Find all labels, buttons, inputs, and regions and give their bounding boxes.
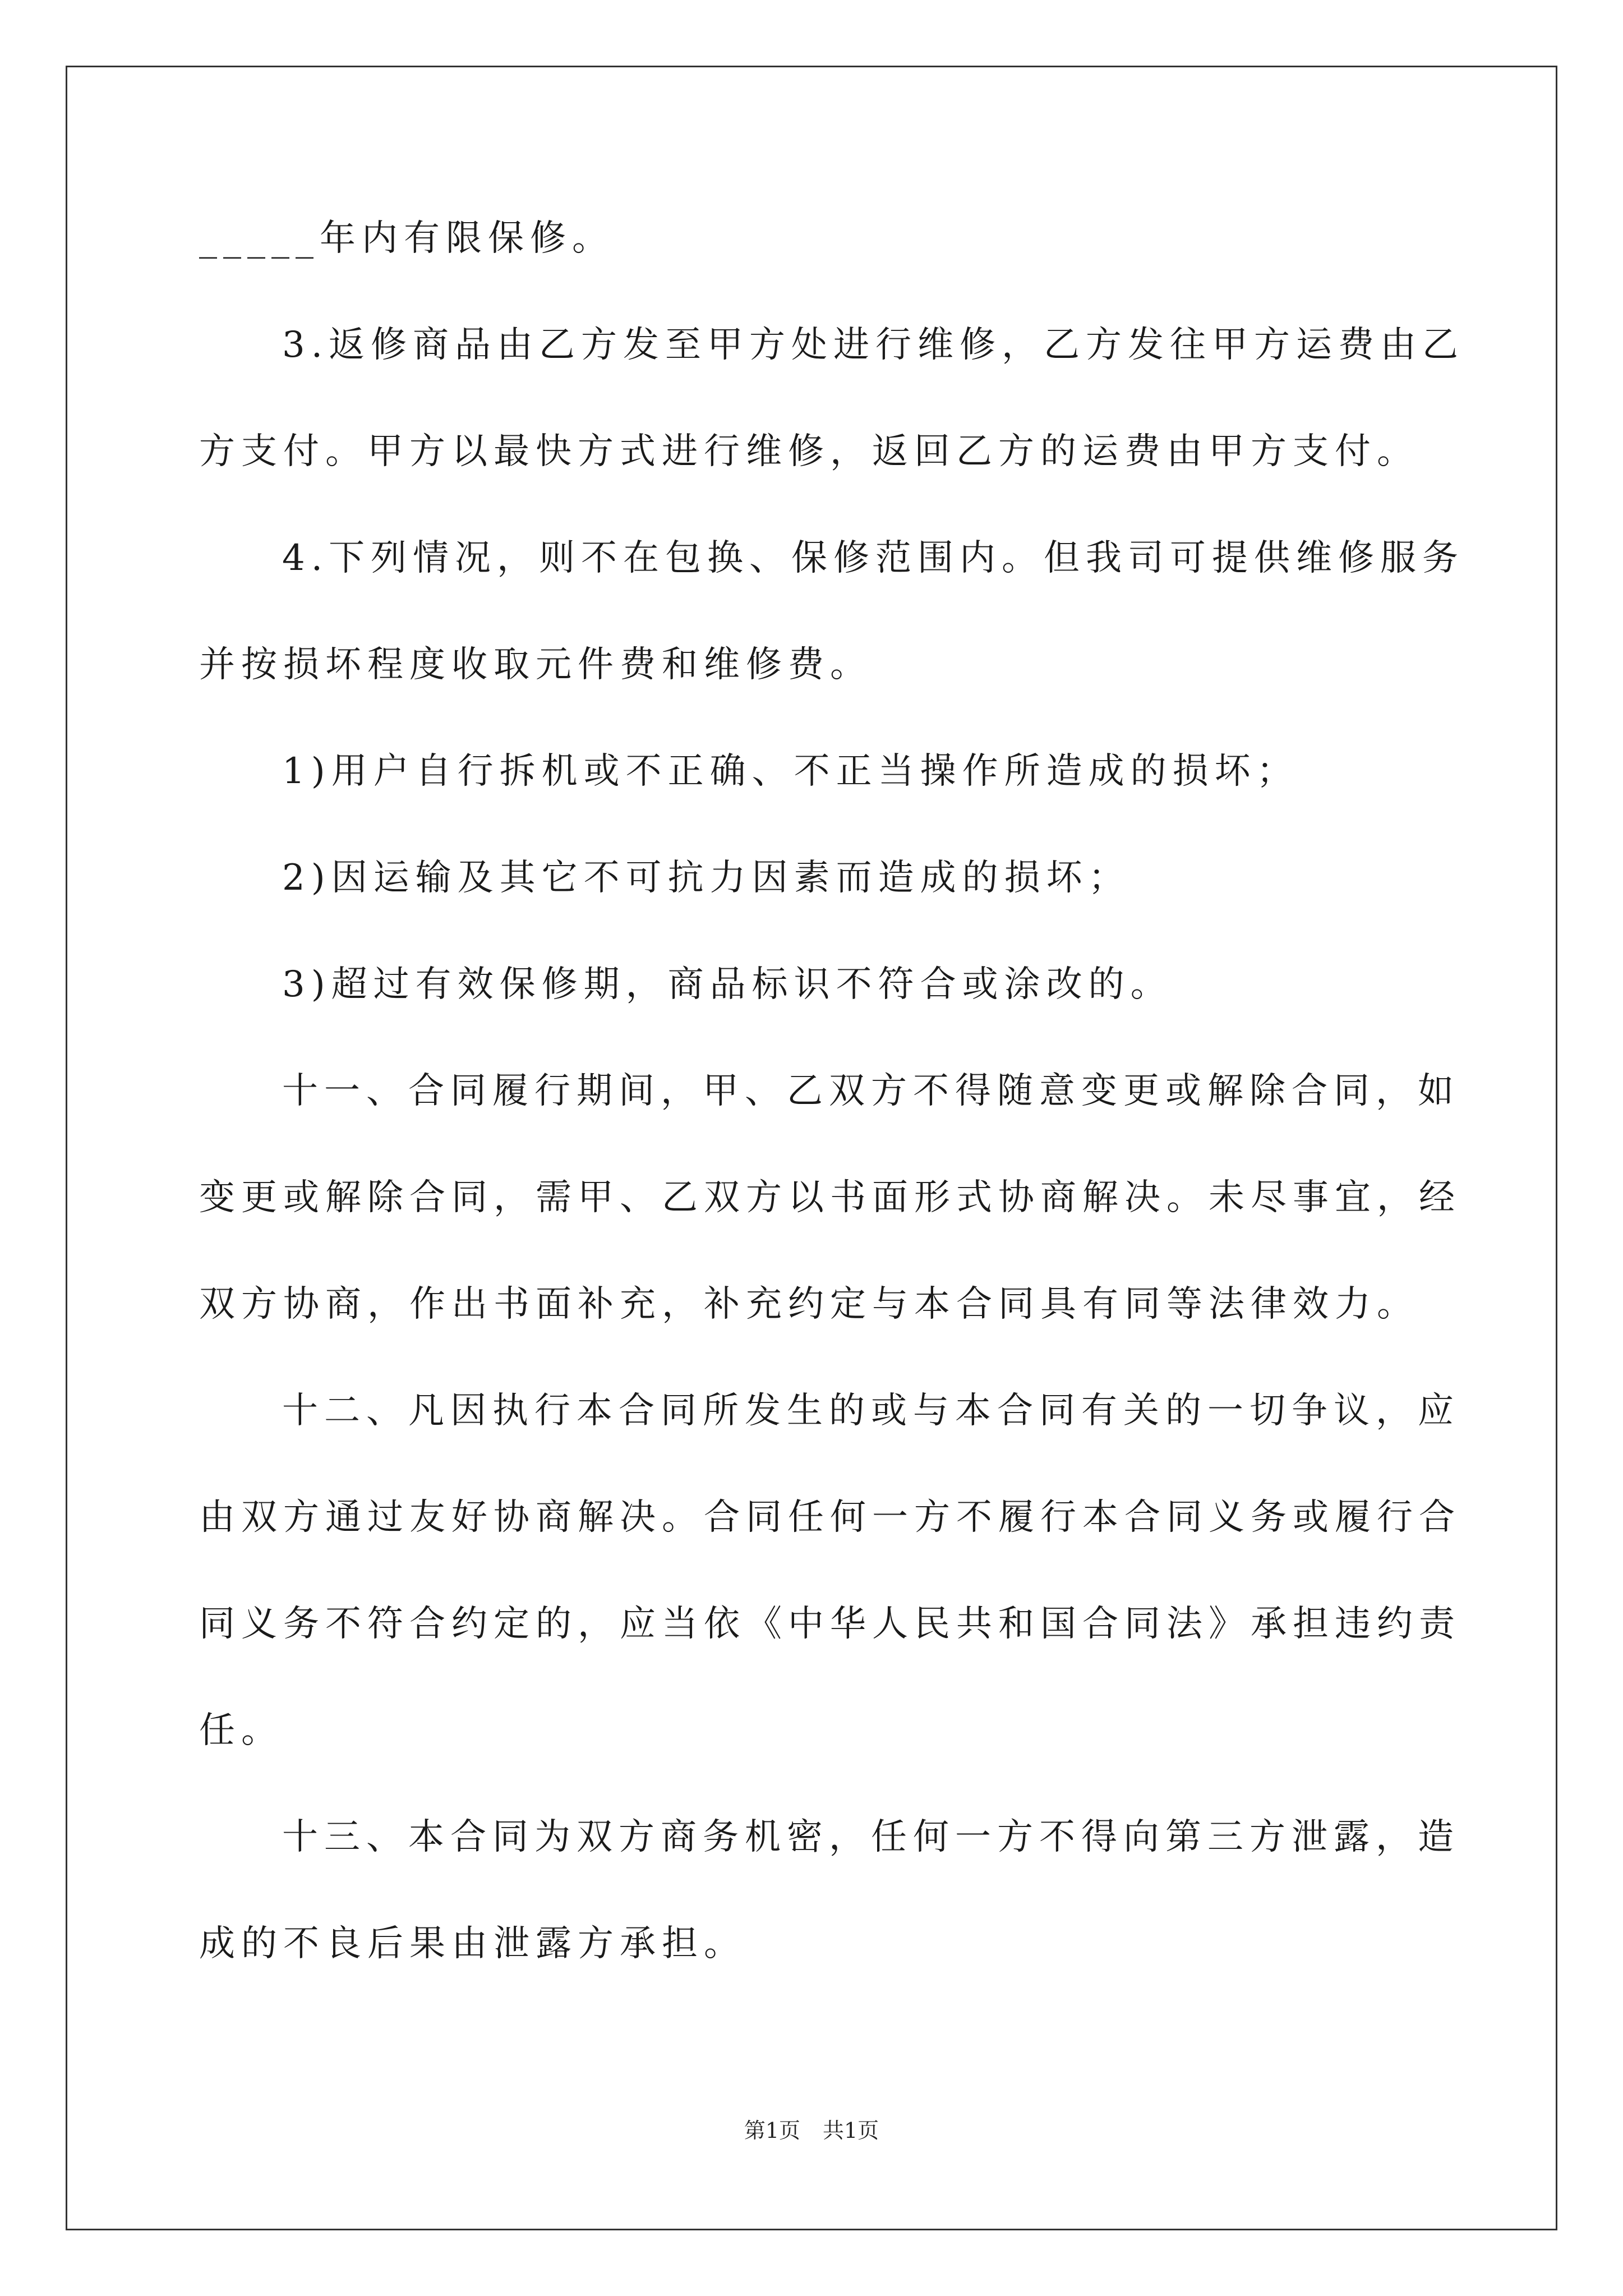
paragraph-line: 十一、合同履行期间，甲、乙双方不得随意变更或解除合同，如 <box>282 1070 1460 1112</box>
text-line: 双方协商，作出书面补充，补充约定与本合同具有同等法律效力。 <box>199 1283 1419 1325</box>
paragraph-line: 1)用户自行拆机或不正确、不正当操作所造成的损坏； <box>282 751 1299 792</box>
text-line: _____年内有限保修。 <box>199 218 614 259</box>
paragraph-line: 3.返修商品由乙方发至甲方处进行维修，乙方发往甲方运费由乙 <box>282 324 1465 366</box>
paragraph-line: 2)因运输及其它不可抗力因素而造成的损坏； <box>282 857 1131 899</box>
page-number: 第1页 <box>744 2118 800 2143</box>
text-line: 由双方通过友好协商解决。合同任何一方不履行本合同义务或履行合 <box>199 1497 1461 1538</box>
page-total: 共1页 <box>823 2118 879 2143</box>
paragraph-line: 3)超过有效保修期，商品标识不符合或涂改的。 <box>282 964 1173 1005</box>
paragraph-line: 十二、凡因执行本合同所发生的或与本合同有关的一切争议，应 <box>282 1390 1460 1432</box>
text-line: 方支付。甲方以最快方式进行维修，返回乙方的运费由甲方支付。 <box>199 431 1419 472</box>
text-line: 同义务不符合约定的，应当依《中华人民共和国合同法》承担违约责 <box>199 1603 1461 1645</box>
text-line: 成的不良后果由泄露方承担。 <box>199 1923 746 1964</box>
paragraph-line: 4.下列情况，则不在包换、保修范围内。但我司可提供维修服务 <box>282 537 1465 579</box>
page-border <box>66 66 1557 2230</box>
paragraph-line: 十三、本合同为双方商务机密，任何一方不得向第三方泄露，造 <box>282 1816 1460 1858</box>
text-line: 并按损坏程度收取元件费和维修费。 <box>199 644 872 685</box>
page-footer <box>0 2116 1623 2145</box>
text-line: 变更或解除合同，需甲、乙双方以书面形式协商解决。未尽事宜，经 <box>199 1177 1461 1218</box>
text-line: 任。 <box>199 1710 283 1751</box>
